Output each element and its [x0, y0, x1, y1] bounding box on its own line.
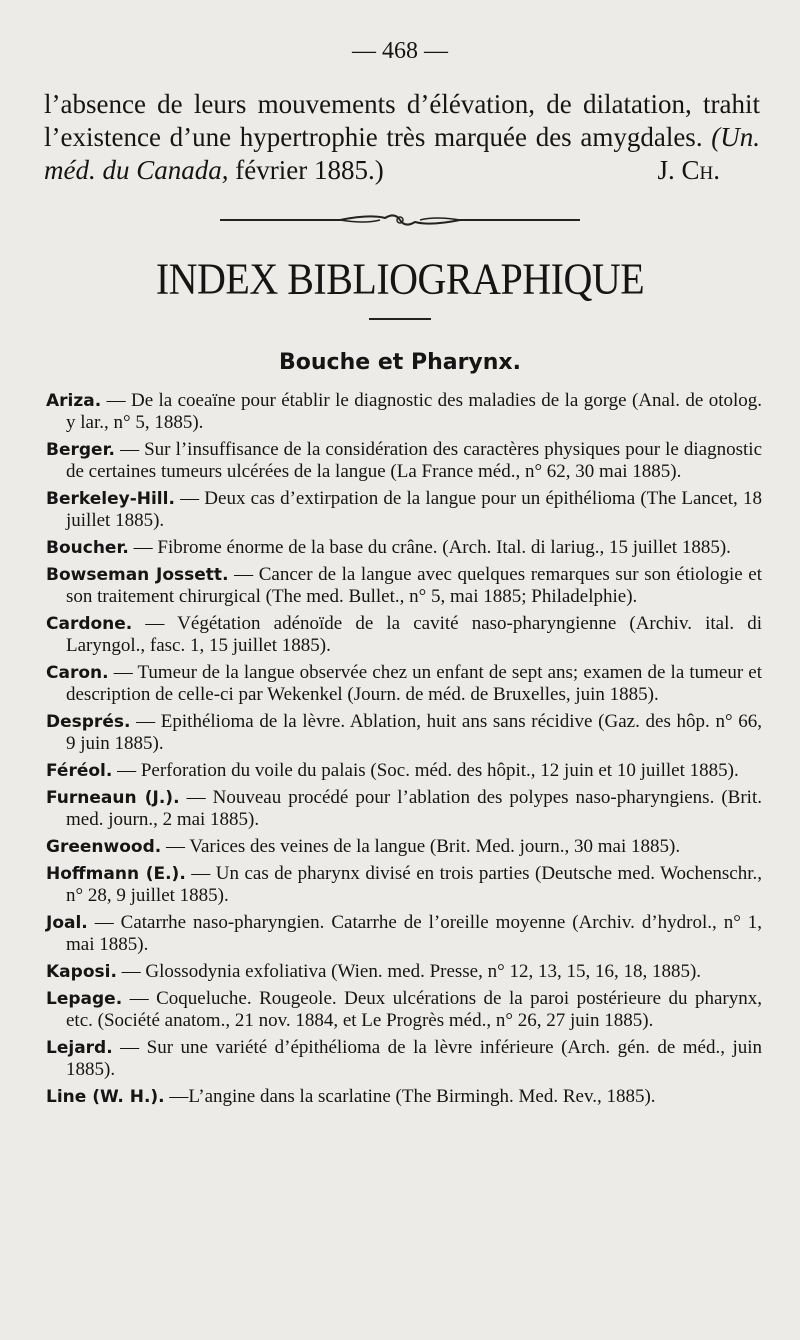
- bibliography-entry: [46, 912, 762, 956]
- entry-author: Lepage.: [46, 989, 123, 1009]
- bibliography-entry: [46, 537, 762, 559]
- bibliography-entry: [46, 613, 762, 657]
- entry-author: Furneaun (J.).: [46, 788, 180, 808]
- bibliography-entry: [46, 1037, 762, 1081]
- bibliography-entry: [46, 564, 762, 608]
- intro-paragraph: [44, 88, 760, 187]
- bibliography-entry: [46, 836, 762, 858]
- section-title: Bouche et Pharynx.: [279, 350, 521, 375]
- entry-text: — Deux cas d’extirpation de la langue pour un épithélioma (The Lancet, 18 juillet 1885).: [66, 488, 762, 531]
- entry-author: Bowseman Jossett.: [46, 565, 229, 585]
- ornament-divider: [220, 210, 580, 230]
- bibliography-entry: [46, 863, 762, 907]
- entry-text: — Cancer de la langue avec quelques remarques sur son étiologie et son traitement chirurgical (The med. Bullet., n° 5, mai 1885; Philadelphie).: [66, 564, 762, 607]
- entry-text: — Varices des veines de la langue (Brit. Med. journ., 30 mai 1885).: [165, 836, 681, 857]
- entry-author: Berkeley-Hill.: [46, 489, 175, 509]
- entry-author: Després.: [46, 712, 131, 732]
- entry-text: — Sur l’insuffisance de la considération des caractères physiques pour le diagnostic de certaines tumeurs ulcérées de la langue (La France méd., n° 62, 30 mai 1885).: [66, 439, 762, 482]
- bibliography-entry: [46, 988, 762, 1032]
- entry-author: Ariza.: [46, 391, 102, 411]
- page-number: — 468 —: [352, 38, 448, 64]
- intro-date: février 1885.): [235, 155, 384, 185]
- entry-author: Hoffmann (E.).: [46, 864, 186, 884]
- entry-text: — Perforation du voile du palais (Soc. méd. des hôpit., 12 juin et 10 juillet 1885).: [117, 760, 739, 781]
- title-rule: [369, 318, 431, 320]
- entry-text: — Catarrhe naso-pharyngien. Catarrhe de l’oreille moyenne (Archiv. d’hydrol., n° 1, mai 1885).: [66, 912, 762, 955]
- bibliography-entry: [46, 1086, 762, 1108]
- intro-author: J. Ch.: [657, 155, 720, 185]
- index-title: INDEX BIBLIOGRAPHIQUE: [155, 253, 645, 304]
- entry-author: Kaposi.: [46, 962, 117, 982]
- entry-text: — Glossodynia exfoliativa (Wien. med. Presse, n° 12, 13, 15, 16, 18, 1885).: [121, 961, 702, 982]
- entry-text: — Fibrome énorme de la base du crâne. (Arch. Ital. di lariug., 15 juillet 1885).: [133, 537, 731, 558]
- intro-source: (Un. méd. du Canada,: [44, 122, 761, 185]
- entry-text: — Tumeur de la langue observée chez un enfant de sept ans; examen de la tumeur et description de celle-ci par Wekenkel (Journ. de méd. de Bruxelles, juin 1885).: [66, 662, 762, 705]
- entry-author: Féréol.: [46, 761, 113, 781]
- bibliography-entry: [46, 488, 762, 532]
- entry-author: Boucher.: [46, 538, 129, 558]
- bibliography-list: [46, 390, 762, 1113]
- bibliography-entry: [46, 760, 762, 782]
- entry-text: — Coqueluche. Rougeole. Deux ulcérations de la paroi postérieure du pharynx, etc. (Société anatom., 21 nov. 1884, et Le Progrès méd., n° 26, 27 juin 1885).: [66, 988, 762, 1031]
- bibliography-entry: [46, 662, 762, 706]
- bibliography-entry: [46, 961, 762, 983]
- entry-author: Cardone.: [46, 614, 133, 634]
- bibliography-entry: [46, 787, 762, 831]
- entry-text: —L’angine dans la scarlatine (The Birmingh. Med. Rev., 1885).: [169, 1086, 656, 1107]
- entry-author: Greenwood.: [46, 837, 162, 857]
- bibliography-entry: [46, 390, 762, 434]
- entry-author: Berger.: [46, 440, 115, 460]
- entry-text: — Un cas de pharynx divisé en trois parties (Deutsche med. Wochenschr., n° 28, 9 juillet 1885).: [66, 863, 762, 906]
- entry-author: Line (W. H.).: [46, 1087, 165, 1107]
- entry-author: Joal.: [46, 913, 88, 933]
- entry-text: — Nouveau procédé pour l’ablation des polypes naso-pharyngiens. (Brit. med. journ., 2 mai 1885).: [66, 787, 762, 830]
- entry-text: — De la coeaïne pour établir le diagnostic des maladies de la gorge (Anal. de otolog. y lar., n° 5, 1885).: [66, 390, 763, 433]
- entry-text: — Végétation adénoïde de la cavité naso-pharyngienne (Archiv. ital. di Laryngol., fasc. 1, 15 juillet 1885).: [66, 613, 763, 656]
- intro-text: l’absence de leurs mouvements d’élévation, de dilatation, trahit l’existence d’une hypertrophie très marquée des amygdales.: [44, 89, 760, 152]
- entry-text: — Sur une variété d’épithélioma de la lèvre inférieure (Arch. gén. de méd., juin 1885).: [66, 1037, 763, 1080]
- entry-author: Lejard.: [46, 1038, 113, 1058]
- bibliography-entry: [46, 439, 762, 483]
- entry-text: — Epithélioma de la lèvre. Ablation, huit ans sans récidive (Gaz. des hôp. n° 66, 9 juin 1885).: [66, 711, 762, 754]
- entry-author: Caron.: [46, 663, 109, 683]
- bibliography-entry: [46, 711, 762, 755]
